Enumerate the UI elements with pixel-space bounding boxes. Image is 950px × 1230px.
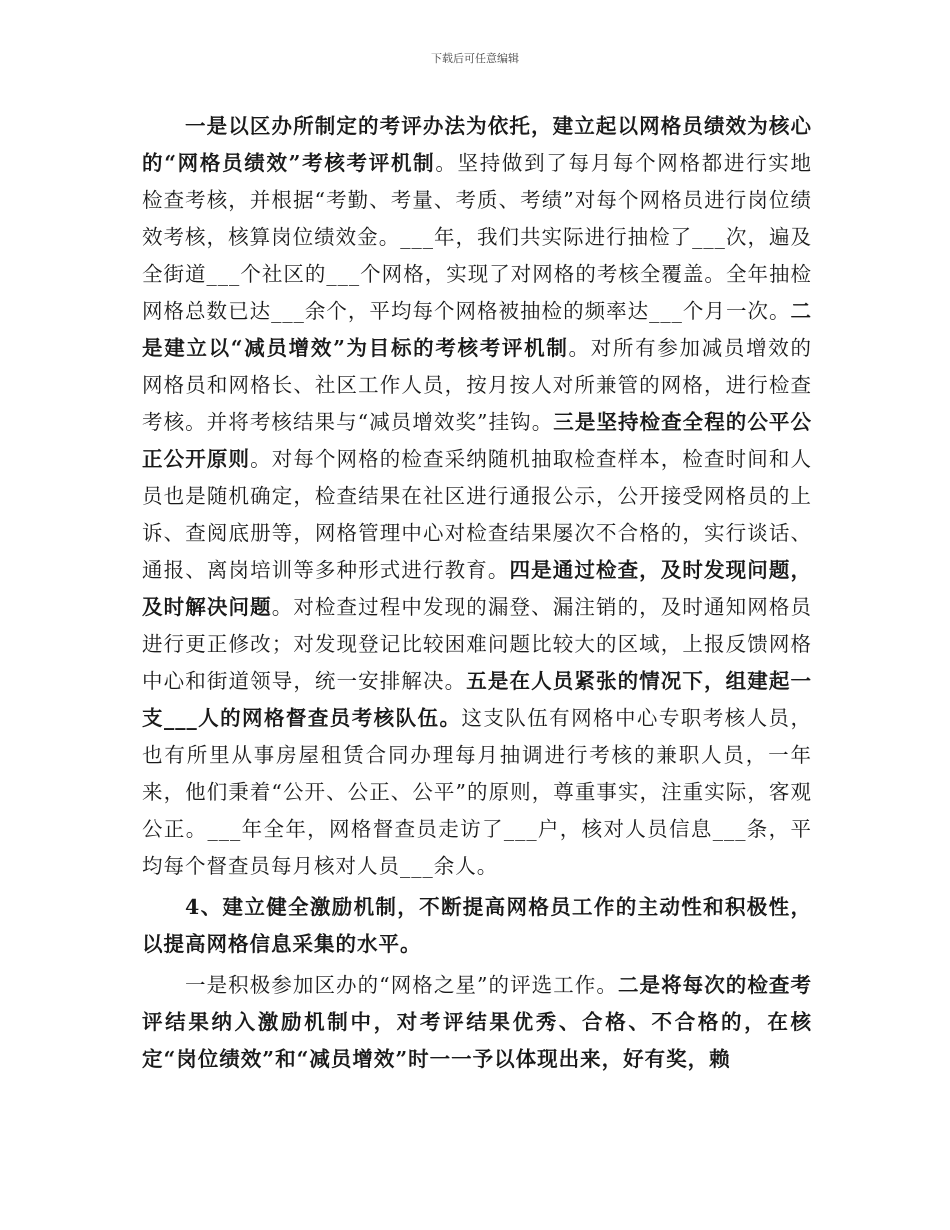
paragraph-1 [142, 108, 812, 885]
text-segment: 一是以区办所制定的考评办法为依托，建立起以网格员绩效为核心的“网格员绩效”考核考评机制 [142, 114, 812, 175]
text-segment: 。对所有参加减员增效的网格员和网格长、社区工作人员，按月按人对所兼管的网格，进行检查考核。并将考核结果与“减员增效奖”挂钩。 [142, 336, 812, 434]
text-segment: 这支队伍有网格中心专职考核人员，也有所里从事房屋租赁合同办理每月抽调进行考核的兼职人员，一年来，他们秉着“公开、公正、公平”的原则，尊重事实，注重实际，客观公正。___年全年，网格督查员走访了___户，核对人员信息___条，平均每个督查员每月核对人员___余人。 [142, 706, 813, 878]
paragraph-2 [142, 889, 812, 963]
text-segment: 。坚持做到了每月每个网格都进行实地检查考核，并根据“考勤、考量、考质、考绩”对每个网格员进行岗位绩效考核，核算岗位绩效金。___年，我们共实际进行抽检了___次，遍及全街道___个社区的___个网格，实现了对网格的考核全覆盖。全年抽检网格总数已达___余个，平均每个网格被抽检的频率达___个月一次。 [142, 151, 812, 323]
text-segment: 。对检查过程中发现的漏登、漏注销的，及时通知网格员进行更正修改；对发现登记比较困难问题比较大的区域，上报反馈网格中心和街道领导，统一安排解决。 [142, 595, 813, 693]
text-segment: 4、建立健全激励机制，不断提高网格员工作的主动性和积极性，以提高网格信息采集的水平。 [142, 895, 812, 956]
text-segment: 一是积极参加区办的“网格之星”的评选工作。 [185, 973, 618, 997]
document-body [142, 108, 812, 1082]
text-segment: 。对每个网格的检查采纳随机抽取检查样本，检查时间和人员也是随机确定，检查结果在社区进行通报公示，公开接受网格员的上诉、查阅底册等，网格管理中心对检查结果屡次不合格的，实行谈话、通报、离岗培训等多种形式进行教育。 [142, 447, 813, 582]
text-segment: 五是在人员紧张的情况下，组建起一支___人的网格督查员考核队伍。 [142, 669, 812, 730]
paragraph-3 [142, 967, 812, 1078]
text-segment: 四是通过检查，及时发现问题，及时解决问题 [142, 558, 813, 619]
text-segment: 三是坚持检查全程的公平公正公开原则 [142, 410, 813, 471]
page-header: 下载后可任意编辑 [431, 52, 519, 65]
text-segment: 二是建立以“减员增效”为目标的考核考评机制 [142, 299, 812, 360]
text-segment: 二是将每次的检查考评结果纳入激励机制中，对考评结果优秀、合格、不合格的，在核定“岗位绩效”和“减员增效”时一一予以体现出来，好有奖，赖 [142, 973, 813, 1071]
